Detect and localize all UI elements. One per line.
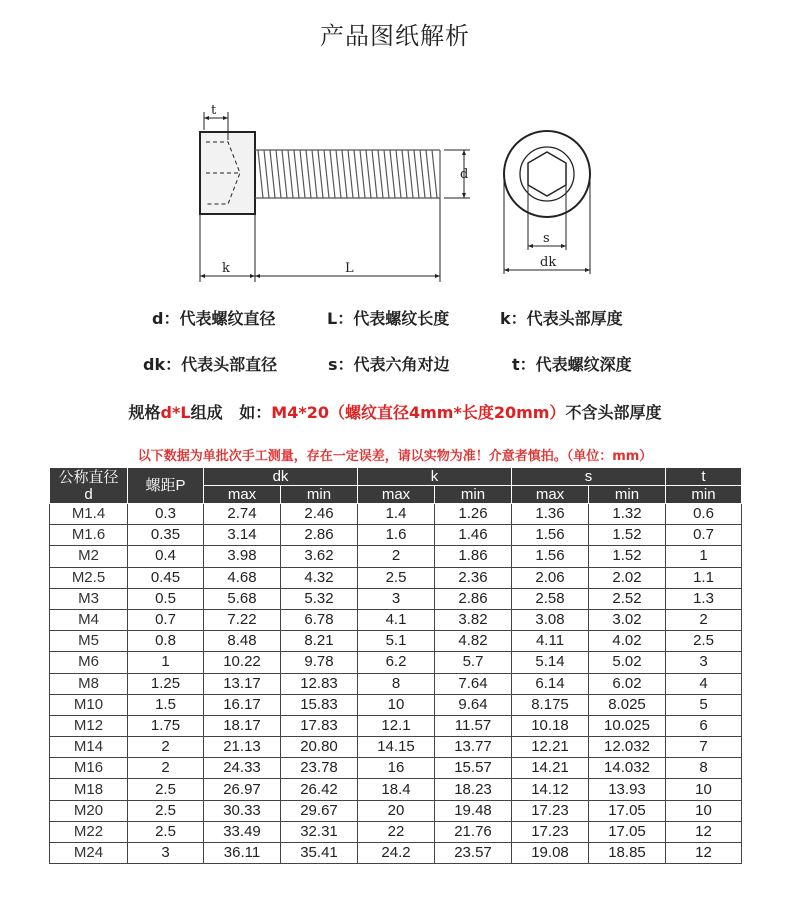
header-nominal-sub: d <box>84 485 93 503</box>
cell-k-max: 1.4 <box>358 504 435 525</box>
cell-dk-min: 8.21 <box>281 631 358 652</box>
cell-size: M14 <box>50 737 128 758</box>
legend-t: t：代表螺纹深度 <box>512 355 632 374</box>
cell-s-max: 5.14 <box>512 652 589 673</box>
cell-size: M4 <box>50 609 128 630</box>
cell-t-min: 4 <box>666 673 742 694</box>
cell-pitch: 1 <box>128 652 204 673</box>
cell-k-min: 19.48 <box>435 800 512 821</box>
label-t: t <box>211 103 217 118</box>
cell-size: M22 <box>50 821 128 842</box>
cell-size: M3 <box>50 588 128 609</box>
cell-pitch: 0.7 <box>128 609 204 630</box>
legend-k: k：代表头部厚度 <box>500 309 623 328</box>
table-row <box>50 567 742 588</box>
cell-size: M1.6 <box>50 525 128 546</box>
label-L: L <box>345 261 354 276</box>
cell-size: M5 <box>50 631 128 652</box>
cell-t-min: 0.6 <box>666 504 742 525</box>
table-row <box>50 800 742 821</box>
cell-size: M18 <box>50 779 128 800</box>
cell-k-max: 20 <box>358 800 435 821</box>
cell-dk-max: 18.17 <box>204 715 281 736</box>
cell-size: M1.4 <box>50 504 128 525</box>
cell-k-min: 2.36 <box>435 567 512 588</box>
cell-k-min: 1.46 <box>435 525 512 546</box>
header-k-max: max <box>358 486 435 504</box>
cell-s-min: 3.02 <box>589 609 666 630</box>
cell-s-max: 2.06 <box>512 567 589 588</box>
cell-dk-max: 3.98 <box>204 546 281 567</box>
cell-k-max: 16 <box>358 758 435 779</box>
cell-dk-min: 26.42 <box>281 779 358 800</box>
cell-s-max: 8.175 <box>512 694 589 715</box>
table-row <box>50 737 742 758</box>
page-title: 产品图纸解析 <box>320 22 470 50</box>
cell-pitch: 0.5 <box>128 588 204 609</box>
table-row <box>50 652 742 673</box>
cell-pitch: 3 <box>128 843 204 864</box>
cell-size: M2.5 <box>50 567 128 588</box>
cell-pitch: 0.3 <box>128 504 204 525</box>
cell-size: M24 <box>50 843 128 864</box>
cell-dk-min: 17.83 <box>281 715 358 736</box>
cell-t-min: 1.1 <box>666 567 742 588</box>
cell-dk-max: 3.14 <box>204 525 281 546</box>
cell-t-min: 1.3 <box>666 588 742 609</box>
cell-dk-min: 3.62 <box>281 546 358 567</box>
label-s: s <box>543 231 550 246</box>
cell-k-max: 12.1 <box>358 715 435 736</box>
table-row <box>50 779 742 800</box>
cell-size: M8 <box>50 673 128 694</box>
measurement-notice: 以下数据为单批次手工测量，存在一定误差，请以实物为准！介意者慎拍。（单位：mm） <box>137 449 653 464</box>
cell-pitch: 1.5 <box>128 694 204 715</box>
cell-k-min: 9.64 <box>435 694 512 715</box>
cell-k-min: 11.57 <box>435 715 512 736</box>
cell-dk-max: 10.22 <box>204 652 281 673</box>
cell-s-max: 12.21 <box>512 737 589 758</box>
header-s-max: max <box>512 486 589 504</box>
header-dk-min: min <box>281 486 358 504</box>
cell-s-min: 6.02 <box>589 673 666 694</box>
label-d: d <box>460 167 469 182</box>
cell-k-max: 8 <box>358 673 435 694</box>
cell-dk-min: 20.80 <box>281 737 358 758</box>
cell-k-max: 22 <box>358 821 435 842</box>
cell-dk-min: 32.31 <box>281 821 358 842</box>
cell-dk-min: 2.46 <box>281 504 358 525</box>
header-dk-max: max <box>204 486 281 504</box>
cell-size: M12 <box>50 715 128 736</box>
cell-pitch: 2.5 <box>128 779 204 800</box>
header-s-min: min <box>589 486 666 504</box>
cell-s-min: 17.05 <box>589 800 666 821</box>
cell-k-max: 24.2 <box>358 843 435 864</box>
cell-dk-max: 13.17 <box>204 673 281 694</box>
cell-dk-max: 26.97 <box>204 779 281 800</box>
label-dk: dk <box>540 255 557 270</box>
header-nominal-label: 公称直径 <box>58 468 119 486</box>
cell-t-min: 8 <box>666 758 742 779</box>
legend-dk: dk：代表头部直径 <box>143 355 278 374</box>
table-row <box>50 673 742 694</box>
spec-red-formula: d*L <box>160 403 191 422</box>
cell-pitch: 0.4 <box>128 546 204 567</box>
header-dk: dk <box>204 468 358 486</box>
cell-dk-min: 23.78 <box>281 758 358 779</box>
cell-k-max: 5.1 <box>358 631 435 652</box>
cell-k-min: 3.82 <box>435 609 512 630</box>
cell-s-max: 6.14 <box>512 673 589 694</box>
cell-k-max: 14.15 <box>358 737 435 758</box>
label-k: k <box>222 261 230 276</box>
cell-k-max: 18.4 <box>358 779 435 800</box>
cell-t-min: 2 <box>666 609 742 630</box>
header-nominal <box>50 468 128 504</box>
cell-dk-max: 36.11 <box>204 843 281 864</box>
cell-dk-min: 9.78 <box>281 652 358 673</box>
cell-s-min: 18.85 <box>589 843 666 864</box>
cell-pitch: 0.35 <box>128 525 204 546</box>
cell-t-min: 6 <box>666 715 742 736</box>
table-row <box>50 821 742 842</box>
table-row <box>50 504 742 525</box>
table-row <box>50 694 742 715</box>
spec-suffix: 不含头部厚度 <box>565 403 662 422</box>
legend-s: s：代表六角对边 <box>328 355 450 374</box>
cell-s-min: 8.025 <box>589 694 666 715</box>
cell-k-min: 13.77 <box>435 737 512 758</box>
cell-dk-max: 33.49 <box>204 821 281 842</box>
cell-k-min: 15.57 <box>435 758 512 779</box>
cell-s-min: 1.32 <box>589 504 666 525</box>
cell-t-min: 10 <box>666 779 742 800</box>
cell-size: M10 <box>50 694 128 715</box>
cell-dk-min: 15.83 <box>281 694 358 715</box>
cell-s-max: 4.11 <box>512 631 589 652</box>
cell-s-max: 2.58 <box>512 588 589 609</box>
hex-socket <box>528 152 566 196</box>
head-end-view <box>504 131 590 217</box>
threaded-shank <box>255 150 440 198</box>
cell-s-max: 19.08 <box>512 843 589 864</box>
cell-k-min: 7.64 <box>435 673 512 694</box>
header-k-min: min <box>435 486 512 504</box>
cell-size: M20 <box>50 800 128 821</box>
header-pitch: 螺距P <box>128 468 204 504</box>
table-row <box>50 758 742 779</box>
cell-s-min: 17.05 <box>589 821 666 842</box>
cell-k-max: 10 <box>358 694 435 715</box>
cell-k-max: 2.5 <box>358 567 435 588</box>
cell-dk-max: 16.17 <box>204 694 281 715</box>
cell-s-min: 14.032 <box>589 758 666 779</box>
cell-dk-min: 29.67 <box>281 800 358 821</box>
cell-s-min: 1.52 <box>589 546 666 567</box>
cell-s-max: 1.36 <box>512 504 589 525</box>
cell-s-min: 5.02 <box>589 652 666 673</box>
cell-s-min: 12.032 <box>589 737 666 758</box>
table-row <box>50 843 742 864</box>
legend-d: d：代表螺纹直径 <box>152 309 276 328</box>
cell-t-min: 3 <box>666 652 742 673</box>
cell-s-max: 1.56 <box>512 546 589 567</box>
table-row <box>50 715 742 736</box>
cell-dk-min: 2.86 <box>281 525 358 546</box>
cell-dk-max: 8.48 <box>204 631 281 652</box>
cell-k-min: 1.26 <box>435 504 512 525</box>
cell-pitch: 2.5 <box>128 800 204 821</box>
table-body <box>50 504 742 864</box>
cell-dk-min: 4.32 <box>281 567 358 588</box>
cell-s-max: 17.23 <box>512 800 589 821</box>
cell-dk-max: 2.74 <box>204 504 281 525</box>
cell-k-max: 3 <box>358 588 435 609</box>
cell-t-min: 5 <box>666 694 742 715</box>
cell-s-max: 17.23 <box>512 821 589 842</box>
cell-pitch: 2 <box>128 737 204 758</box>
cell-s-min: 1.52 <box>589 525 666 546</box>
cell-s-min: 13.93 <box>589 779 666 800</box>
cell-pitch: 0.45 <box>128 567 204 588</box>
cell-t-min: 1 <box>666 546 742 567</box>
cell-pitch: 0.8 <box>128 631 204 652</box>
legend-L: L：代表螺纹长度 <box>327 309 450 328</box>
cell-pitch: 1.25 <box>128 673 204 694</box>
spec-red-example: M4*20（螺纹直径4mm*长度20mm） <box>271 403 566 422</box>
cell-k-min: 4.82 <box>435 631 512 652</box>
cell-dk-max: 21.13 <box>204 737 281 758</box>
table-row <box>50 525 742 546</box>
cell-size: M2 <box>50 546 128 567</box>
table-row <box>50 609 742 630</box>
cell-dk-max: 30.33 <box>204 800 281 821</box>
spec-mid: 组成 如： <box>190 403 272 422</box>
cell-dk-min: 12.83 <box>281 673 358 694</box>
cell-pitch: 2.5 <box>128 821 204 842</box>
header-s: s <box>512 468 666 486</box>
cell-s-max: 14.12 <box>512 779 589 800</box>
cell-k-max: 6.2 <box>358 652 435 673</box>
cell-dk-max: 5.68 <box>204 588 281 609</box>
cell-k-min: 21.76 <box>435 821 512 842</box>
cell-t-min: 0.7 <box>666 525 742 546</box>
spec-prefix: 规格 <box>128 403 161 422</box>
header-k: k <box>358 468 512 486</box>
cell-t-min: 7 <box>666 737 742 758</box>
cell-s-max: 10.18 <box>512 715 589 736</box>
cell-k-min: 18.23 <box>435 779 512 800</box>
cell-s-max: 1.56 <box>512 525 589 546</box>
table-row <box>50 631 742 652</box>
cell-s-max: 3.08 <box>512 609 589 630</box>
cell-t-min: 12 <box>666 843 742 864</box>
cell-dk-max: 4.68 <box>204 567 281 588</box>
cell-dk-min: 35.41 <box>281 843 358 864</box>
cell-s-min: 10.025 <box>589 715 666 736</box>
table-header-row-1 <box>50 468 742 486</box>
spec-table <box>49 467 742 864</box>
cell-s-max: 14.21 <box>512 758 589 779</box>
cell-k-min: 23.57 <box>435 843 512 864</box>
cell-dk-min: 6.78 <box>281 609 358 630</box>
cell-k-min: 1.86 <box>435 546 512 567</box>
table-row <box>50 588 742 609</box>
cell-k-max: 1.6 <box>358 525 435 546</box>
cell-k-max: 2 <box>358 546 435 567</box>
cell-s-min: 2.02 <box>589 567 666 588</box>
spec-line <box>0 400 790 423</box>
cell-t-min: 12 <box>666 821 742 842</box>
header-t-min: min <box>666 486 742 504</box>
cell-k-max: 4.1 <box>358 609 435 630</box>
cell-pitch: 2 <box>128 758 204 779</box>
cell-t-min: 10 <box>666 800 742 821</box>
cell-pitch: 1.75 <box>128 715 204 736</box>
cell-s-min: 2.52 <box>589 588 666 609</box>
cell-t-min: 2.5 <box>666 631 742 652</box>
cell-dk-max: 24.33 <box>204 758 281 779</box>
screw-drawing <box>0 95 790 285</box>
cell-dk-max: 7.22 <box>204 609 281 630</box>
table-row <box>50 546 742 567</box>
cell-s-min: 4.02 <box>589 631 666 652</box>
cell-k-min: 2.86 <box>435 588 512 609</box>
cell-dk-min: 5.32 <box>281 588 358 609</box>
header-t: t <box>666 468 742 486</box>
cell-k-min: 5.7 <box>435 652 512 673</box>
cell-size: M16 <box>50 758 128 779</box>
cell-size: M6 <box>50 652 128 673</box>
